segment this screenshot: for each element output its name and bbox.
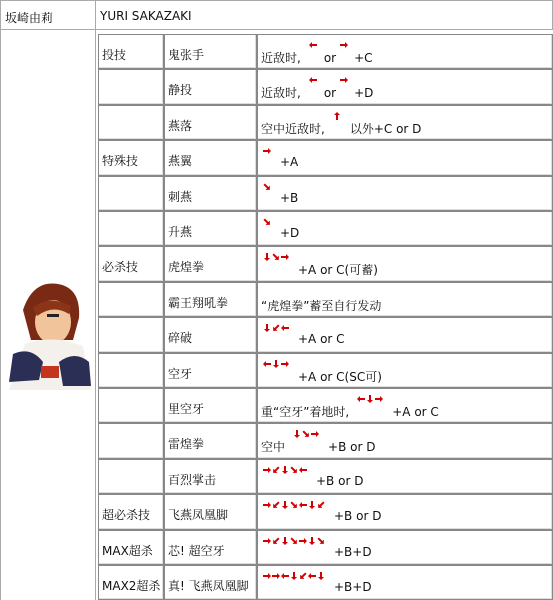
command-cell [257,246,553,282]
command-arrows-icon [261,145,276,157]
move-name: 里空牙 [168,402,205,416]
command-cell [257,353,553,388]
command-cell [257,494,553,530]
move-name: 飞燕凤凰脚 [168,508,229,522]
move-name-cell [164,34,257,69]
command-arrows-icon [261,535,330,547]
category-label: 投技 [102,48,127,62]
move-name-cell [164,211,257,246]
move-name: 百烈掌击 [168,473,217,487]
category-cell [98,246,164,282]
category-cell [98,105,164,140]
command-arrows-icon [338,39,350,51]
move-name-cell [164,530,257,565]
category-label: MAX超杀 [102,544,153,558]
move-name-cell [164,494,257,530]
command-arrows-icon [261,358,294,370]
command-arrows-icon [261,570,330,582]
command-cell [257,282,553,317]
category-label: 必杀技 [102,260,139,274]
move-name: 空牙 [168,367,193,381]
command-arrows-icon [307,74,322,86]
command-suffix: +B or D [316,474,364,488]
category-cell [98,423,164,459]
move-name-cell [164,246,257,282]
command-suffix: +A or C [392,405,439,419]
category-cell [98,176,164,211]
move-name: 燕翼 [168,154,193,168]
category-cell [98,211,164,246]
command-suffix: +D [280,226,300,240]
command-prefix: 重“空牙”着地时, [261,405,350,419]
move-name: 虎煌拳 [168,260,205,274]
command-cell [257,530,553,565]
command-cell [257,34,553,69]
command-arrows-icon [261,251,294,263]
move-name-cell [164,69,257,105]
command-suffix: +B+D [334,580,372,594]
portrait-cell [0,30,96,600]
character-name-en: YURI SAKAZAKI [100,9,192,23]
command-suffix: +B or D [328,440,376,454]
command-arrows-icon [331,110,346,122]
category-label: MAX2超杀 [102,579,161,593]
command-suffix: +B or D [334,509,382,523]
move-name-cell [164,388,257,423]
character-name-cell [0,0,96,30]
category-cell [98,317,164,353]
move-name-cell [164,423,257,459]
command-cell [257,105,553,140]
command-prefix: 空中近敌时, [261,122,325,136]
command-cell [257,423,553,459]
category-cell [98,459,164,494]
command-suffix: 以外+C or D [349,122,422,136]
command-suffix: +D [354,86,374,100]
move-name: 刺燕 [168,190,193,204]
move-name: 霸王翔吼拳 [168,296,229,310]
command-arrows-icon [291,428,324,440]
category-label: 超必杀技 [102,508,151,522]
command-cell [257,459,553,494]
character-name-en-cell [96,0,553,30]
command-prefix: 近敌时, [261,86,301,100]
command-arrows-icon [261,181,276,193]
category-cell [98,494,164,530]
category-cell [98,530,164,565]
move-name: 升燕 [168,225,193,239]
command-arrows-icon [338,74,350,86]
command-suffix: +A or C(SC可) [298,370,382,384]
command-cell [257,69,553,105]
command-arrows-icon [261,499,330,511]
category-label: 特殊技 [102,154,139,168]
command-cell [257,388,553,423]
command-or: or [323,51,337,65]
move-name-cell [164,565,257,600]
command-suffix: +A [280,155,299,169]
command-arrows-icon [261,464,312,476]
move-name: 真! 飞燕凤凰脚 [168,579,249,593]
command-arrows-icon [355,393,388,405]
move-name: 静投 [168,83,193,97]
move-name: 雷煌拳 [168,437,205,451]
move-name: 芯! 超空牙 [168,544,225,558]
command-arrows-icon [307,39,322,51]
command-arrows-icon [261,322,294,334]
category-cell [98,388,164,423]
move-name: 鬼张手 [168,48,205,62]
category-cell [98,69,164,105]
category-cell [98,565,164,600]
command-cell [257,317,553,353]
command-prefix: “虎煌拳”蓄至自行发动 [261,299,382,313]
command-suffix: +A or C [298,332,345,346]
command-suffix: +A or C(可蓄) [298,263,378,277]
move-name-cell [164,459,257,494]
command-prefix: 近敌时, [261,51,301,65]
category-cell [98,34,164,69]
command-or: or [323,86,337,100]
category-cell [98,282,164,317]
move-name-cell [164,176,257,211]
category-cell [98,140,164,176]
command-suffix: +B [280,191,299,205]
move-name-cell [164,353,257,388]
character-name-cn: 坂崎由莉 [5,11,54,25]
command-suffix: +B+D [334,545,372,559]
move-name-cell [164,105,257,140]
command-suffix: +C [354,51,373,65]
command-cell [257,211,553,246]
move-name-cell [164,317,257,353]
yuri-portrait-icon [3,270,95,394]
command-cell [257,565,553,600]
category-cell [98,353,164,388]
command-prefix: 空中 [261,440,286,454]
command-cell [257,140,553,176]
move-name-cell [164,140,257,176]
command-arrows-icon [261,216,276,228]
moves-grid [98,34,553,600]
move-name-cell [164,282,257,317]
move-name: 碎破 [168,331,193,345]
move-name: 燕落 [168,119,193,133]
command-cell [257,176,553,211]
